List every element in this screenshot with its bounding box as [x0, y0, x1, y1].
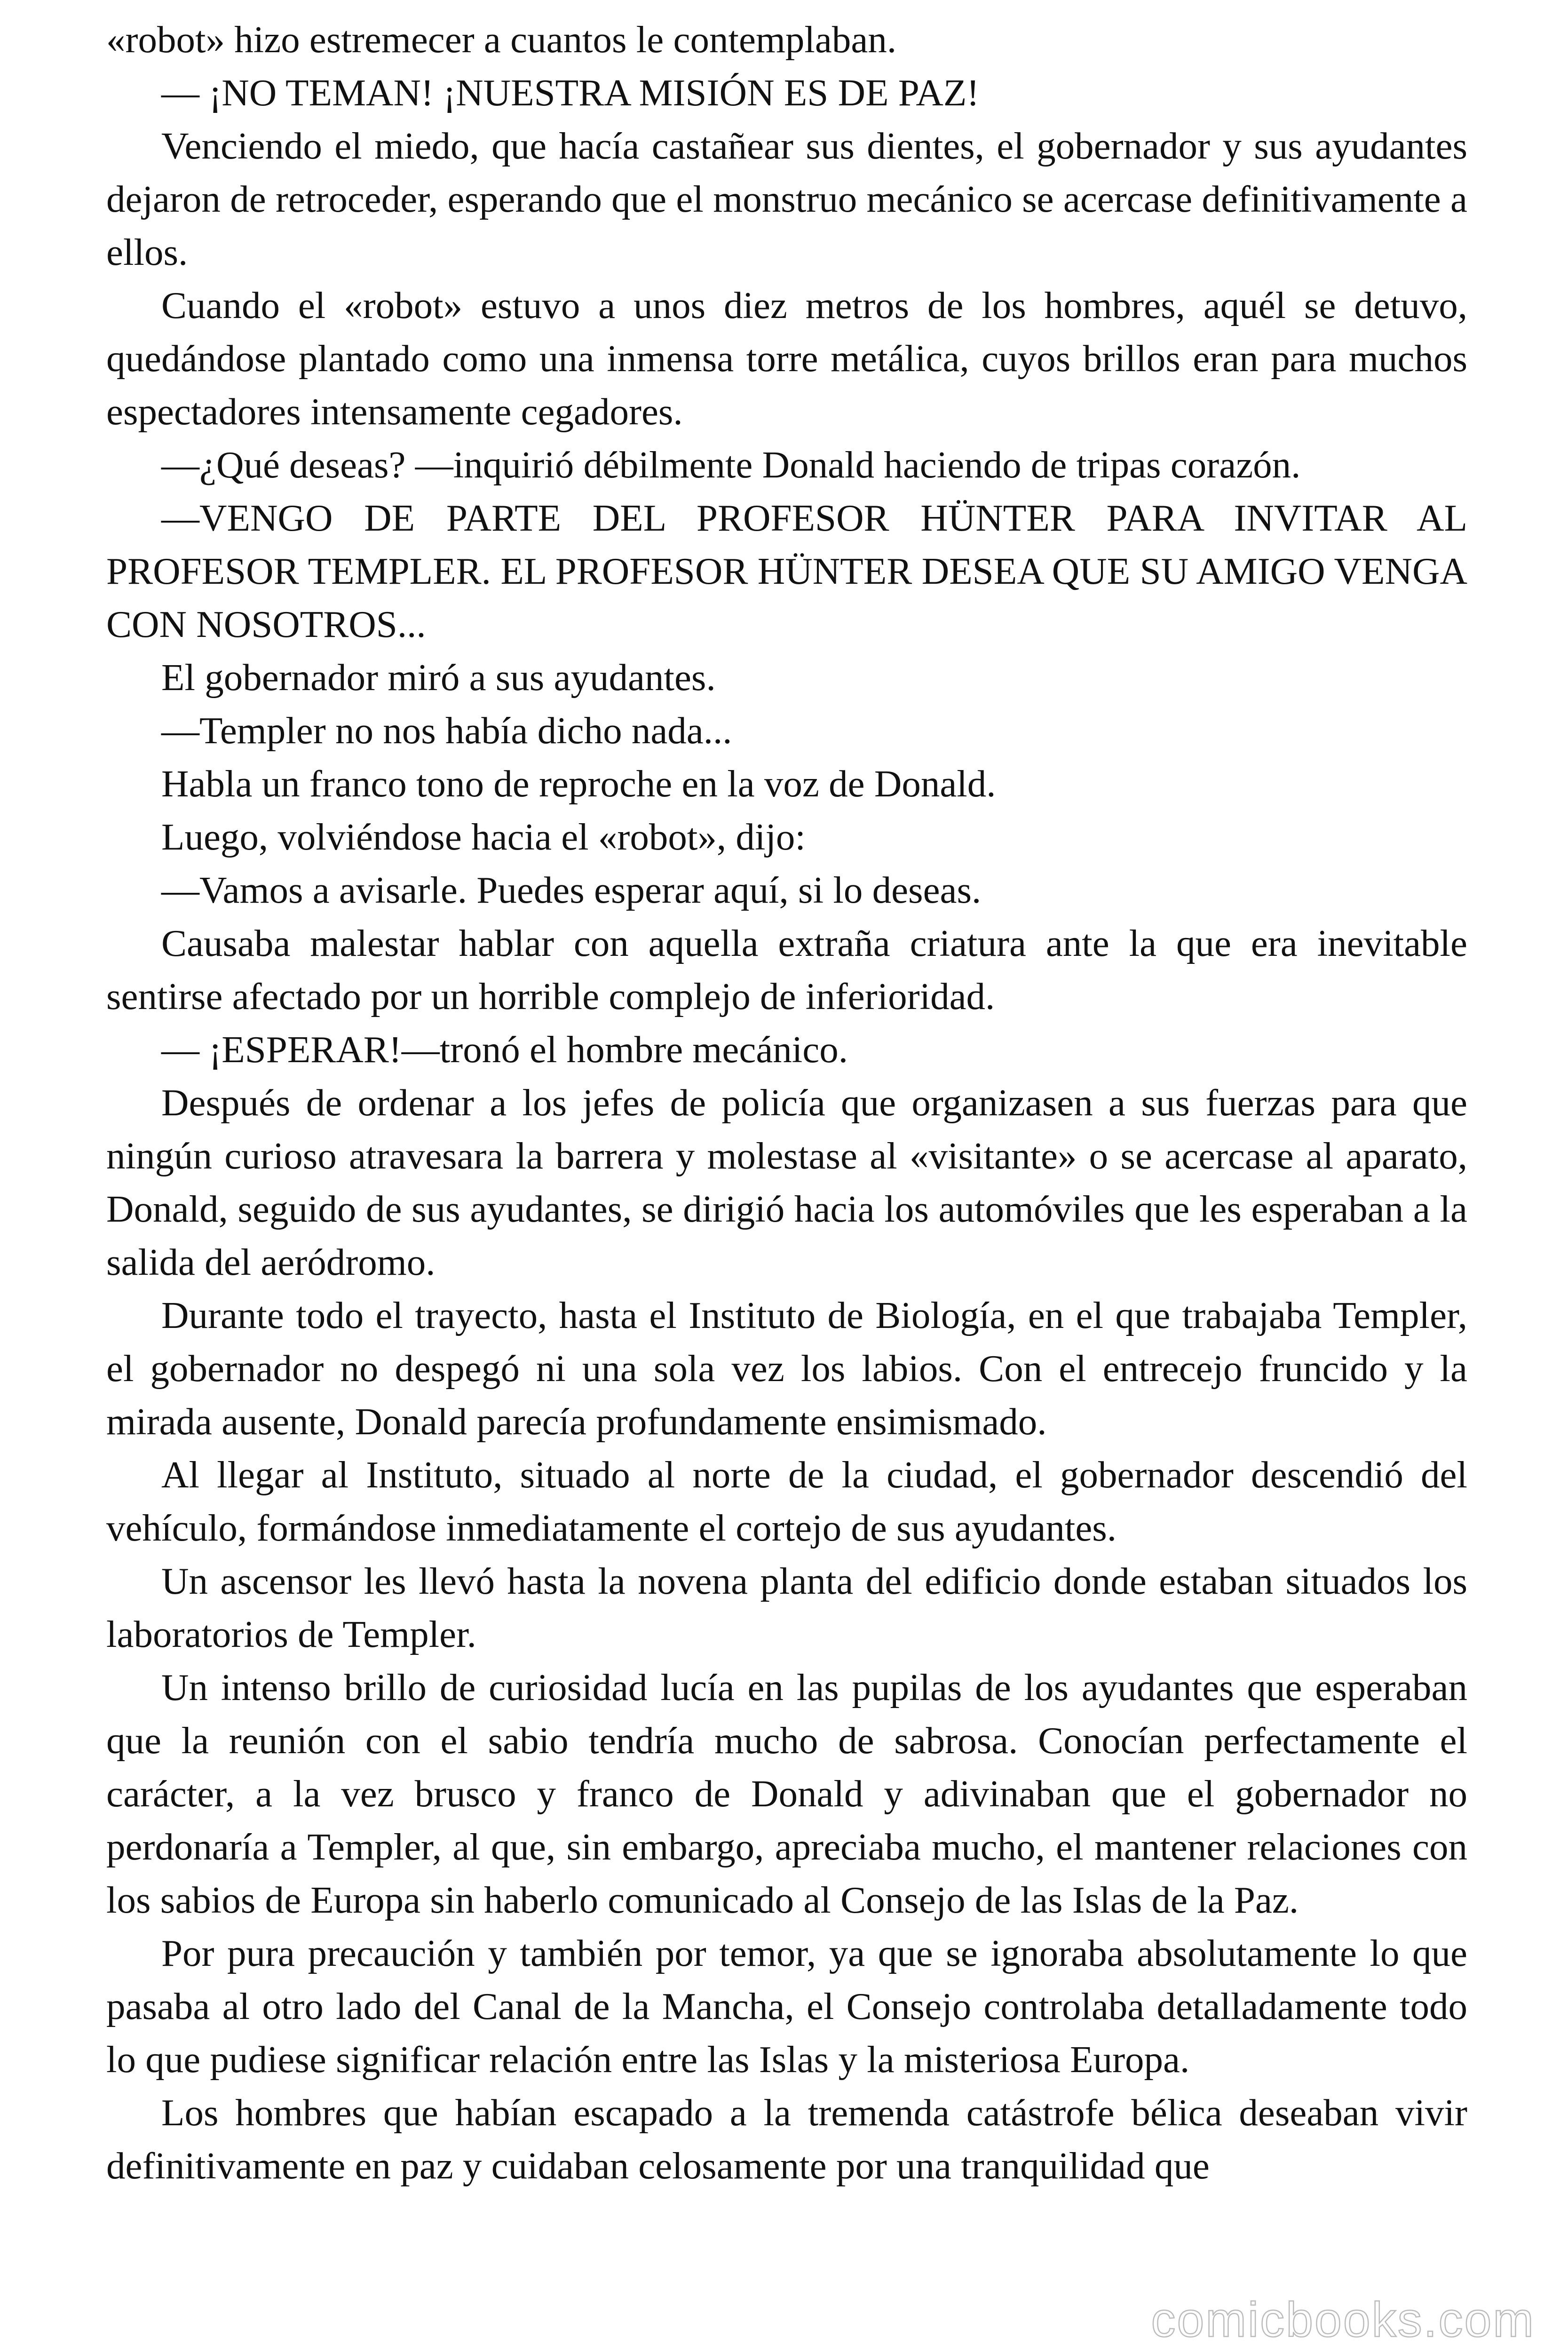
paragraph: —Vamos a avisarle. Puedes esperar aquí, si lo deseas.: [161, 869, 982, 911]
paragraph: —Templer no nos había dicho nada...: [161, 709, 732, 752]
paragraph: Habla un franco tono de reproche en la voz de Donald.: [161, 763, 996, 805]
paragraph: — ¡ESPERAR!—tronó el hombre mecánico.: [161, 1028, 848, 1071]
paragraph: Durante todo el trayecto, hasta el Instituto de Biología, en el que trabajaba Templer, el gobernador no despegó ni una sola vez los labios. Con el entrecejo fruncido y la mirada ausente, Donald parecía profundamente ensimismado.: [106, 1294, 1467, 1443]
paragraph: Al llegar al Instituto, situado al norte de la ciudad, el gobernador descendió del vehículo, formándose inmediatamente el cortejo de sus ayudantes.: [106, 1454, 1467, 1549]
paragraph: —¿Qué deseas? —inquirió débilmente Donald haciendo de tripas corazón.: [161, 444, 1301, 486]
paragraph: Después de ordenar a los jefes de policía que organizasen a sus fuerzas para que ningún curioso atravesara la barrera y molestase al «visitante» o se acercase al aparato, Donald, seguido de sus ayudantes, se dirigió hacia los automóviles que les esperaban a la salida del aeródromo.: [106, 1081, 1467, 1283]
paragraph: — ¡NO TEMAN! ¡NUESTRA MISIÓN ES DE PAZ!: [161, 72, 980, 114]
paragraph: Causaba malestar hablar con aquella extraña criatura ante la que era inevitable sentirse afectado por un horrible complejo de inferioridad.: [106, 922, 1467, 1017]
watermark: comicbooks.com: [1151, 2293, 1535, 2347]
paragraph: «robot» hizo estremecer a cuantos le contemplaban.: [106, 18, 897, 61]
paragraph: —VENGO DE PARTE DEL PROFESOR HÜNTER PARA INVITAR AL PROFESOR TEMPLER. EL PROFESOR HÜNTER DESEA QUE SU AMIGO VENGA CON NOSOTROS...: [106, 497, 1467, 645]
paragraph: Venciendo el miedo, que hacía castañear sus dientes, el gobernador y sus ayudantes dejaron de retroceder, esperando que el monstruo mecánico se acercase definitivamente a ellos.: [106, 125, 1467, 273]
paragraph: Un ascensor les llevó hasta la novena planta del edificio donde estaban situados los laboratorios de Templer.: [106, 1560, 1467, 1655]
paragraph: Un intenso brillo de curiosidad lucía en las pupilas de los ayudantes que esperaban que la reunión con el sabio tendría mucho de sabrosa. Conocían perfectamente el carácter, a la vez brusco y franco de Donald y adivinaban que el gobernador no perdonaría a Templer, al que, sin embargo, apreciaba mucho, el mantener relaciones con los sabios de Europa sin haberlo comunicado al Consejo de las Islas de la Paz.: [106, 1666, 1467, 1921]
paragraph: Cuando el «robot» estuvo a unos diez metros de los hombres, aquél se detuvo, quedándose plantado como una inmensa torre metálica, cuyos brillos eran para muchos espectadores intensamente cegadores.: [106, 284, 1467, 433]
paragraph: Por pura precaución y también por temor, ya que se ignoraba absolutamente lo que pasaba al otro lado del Canal de la Mancha, el Consejo controlaba detalladamente todo lo que pudiese significar relación entre las Islas y la misteriosa Europa.: [106, 1932, 1467, 2081]
paragraph: El gobernador miró a sus ayudantes.: [161, 656, 716, 699]
body-text: [106, 13, 1467, 2193]
paragraph: Luego, volviéndose hacia el «robot», dijo:: [161, 816, 806, 858]
paragraph: Los hombres que habían escapado a la tremenda catástrofe bélica deseaban vivir definitivamente en paz y cuidaban celosamente por una tranquilidad que: [106, 2091, 1467, 2187]
